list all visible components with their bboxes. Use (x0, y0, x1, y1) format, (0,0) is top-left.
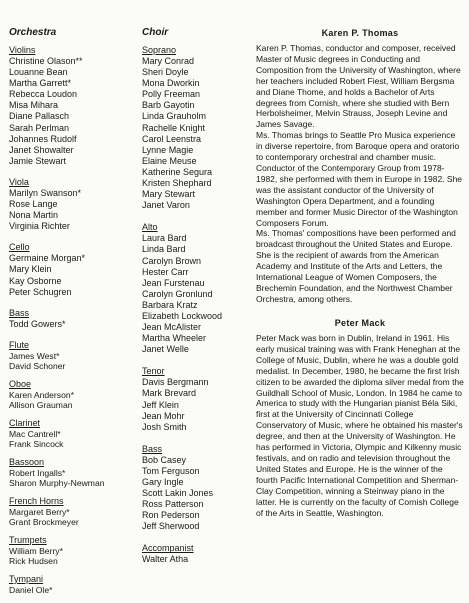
choir-section (142, 444, 250, 533)
member-name: William Berry* (9, 545, 63, 556)
section-title: Clarinet (9, 417, 41, 428)
member-name: Marilyn Swanson* (9, 187, 82, 198)
section-title: Violins (9, 45, 36, 55)
choir-section (142, 45, 250, 211)
member-name: Virginia Richter (9, 221, 70, 232)
member-name: Barbara Kratz (142, 299, 198, 310)
section-title: French Horns (9, 495, 64, 506)
member-name: Karen Anderson* (9, 389, 74, 400)
section-title: Viola (9, 176, 29, 187)
member-name: Misa Mihara (9, 100, 59, 111)
bio-paragraph: Peter Mack was born in Dublin, Ireland in 1961. His early musical training was with Frank Heneghan at the College of Music, Dublin, where he was a double gold medalist. In December, 1980, he became the first Irish citizen to be awarded the diploma silver medal from the Guildhall School of Music, London. In 1984 he came to America to study with the Hungarian pianist Béla Siki, first at the University of Cincinnati College Conservatory of Music, where he obtained his master's degree, and then at the University of Washington. He has performed in Victoria, Olympic and Kilkenny music festivals, and on radio and television throughout the United States and Europe. He is the winner of the fourth Pacific International Competition and Sherman-Clay Competition, winning a Steinway piano in the latter. He is currently on the faculty of Cornish College of the Arts in Seattle, Washington. (256, 333, 464, 518)
member-name: Sarah Perlman (9, 122, 70, 133)
orchestra-section (9, 574, 139, 595)
member-name: Rachelle Knight (142, 122, 206, 133)
orchestra-sections (9, 45, 139, 603)
bio-title-karen-thomas: Karen P. Thomas (321, 28, 399, 38)
member-name: Gary Ingle (142, 477, 184, 487)
member-name: Nona Martin (9, 210, 59, 221)
member-name: Kristen Shephard (142, 178, 212, 189)
member-name: Katherine Segura (142, 166, 213, 177)
member-name: James West* (9, 350, 60, 361)
member-name: Rose Lange (9, 199, 58, 210)
member-name: Mary Conrad (142, 56, 195, 66)
member-name: Ron Pederson (142, 510, 200, 521)
member-name: Walter Atha (142, 554, 189, 565)
member-name: David Schoner (9, 360, 66, 371)
section-title: Accompanist (142, 543, 194, 554)
section-title: Soprano (142, 45, 177, 55)
choir-section (142, 222, 250, 355)
member-name: Josh Smith (142, 421, 187, 432)
choir-heading: Choir (142, 27, 169, 38)
member-name: Christine Olason** (9, 56, 83, 66)
orchestra-section (9, 45, 139, 167)
member-name: Jeff Sherwood (142, 521, 200, 532)
member-name: Lynne Magie (142, 144, 194, 155)
choir-section (142, 366, 250, 432)
orchestra-section (9, 418, 139, 449)
choir-section (142, 543, 250, 565)
member-name: Mac Cantrell* (9, 428, 61, 439)
member-name: Bob Casey (142, 454, 187, 465)
member-name: Sharon Murphy-Newman (9, 477, 105, 488)
member-name: Rebecca Loudon (9, 89, 78, 100)
section-title: Tenor (142, 366, 165, 377)
member-name: Tom Ferguson (142, 465, 200, 476)
bio-text-peter-mack (256, 333, 464, 518)
section-title: Alto (142, 222, 158, 233)
section-title: Oboe (9, 378, 32, 389)
member-name: Jean Furstenau (142, 277, 205, 288)
member-name: Johannes Rudolf (9, 133, 77, 144)
member-name: Ross Patterson (142, 499, 204, 510)
member-name: Barb Gayotin (142, 100, 195, 111)
section-title: Bass (9, 307, 30, 318)
member-name: Davis Bergmann (142, 377, 209, 388)
section-title: Cello (9, 242, 30, 253)
orchestra-section (9, 177, 139, 232)
member-name: Elaine Meuse (142, 155, 197, 166)
member-name: Mona Dworkin (142, 78, 200, 89)
orchestra-section (9, 340, 139, 371)
bio-text-karen-thomas (256, 43, 464, 305)
orchestra-section (9, 379, 139, 410)
member-name: Louanne Bean (9, 67, 68, 78)
member-name: Janet Showalter (9, 144, 74, 155)
choir-sections (142, 45, 250, 577)
member-name: Jean Mohr (142, 410, 185, 421)
member-name: Carolyn Brown (142, 255, 202, 266)
member-name: Linda Grauholm (142, 111, 207, 122)
member-name: Frank Sincock (9, 438, 64, 449)
member-name: Mary Klein (9, 264, 52, 275)
section-title: Bass (142, 443, 163, 454)
section-title: Flute (9, 339, 30, 350)
member-name: Laura Bard (142, 233, 187, 244)
section-title: Bassoon (9, 456, 45, 467)
member-name: Jean McAlister (142, 322, 202, 333)
section-title: Tympani (9, 573, 44, 584)
member-name: Carol Leenstra (142, 133, 202, 144)
bio-paragraph: Ms. Thomas' compositions have been performed and broadcast throughout the United States and Europe. She is the recipient of awards from the American Academy and Institute of the Arts and Letters, the International League of Women Composers, the Brechemin Foundation, and the Northwest Chamber Orchestra, among others. (256, 228, 456, 304)
member-name: Sheri Doyle (142, 67, 189, 78)
member-name: Martha Wheeler (142, 333, 207, 344)
member-name: Linda Bard (142, 244, 186, 255)
member-name: Polly Freeman (142, 89, 201, 100)
member-name: Elizabeth Lockwood (142, 310, 223, 321)
member-name: Grant Brockmeyer (9, 516, 79, 527)
section-title: Trumpets (9, 534, 47, 545)
member-name: Janet Varon (142, 200, 190, 211)
member-name: Mark Brevard (142, 388, 197, 399)
orchestra-heading: Orchestra (9, 27, 57, 38)
orchestra-section (9, 496, 139, 527)
member-name: Allison Grauman (9, 399, 73, 410)
member-name: Daniel Ole* (9, 584, 53, 595)
member-name: Hester Carr (142, 266, 189, 277)
member-name: Diane Pallasch (9, 111, 70, 122)
member-name: Kay Osborne (9, 275, 62, 286)
orchestra-section (9, 535, 139, 566)
member-name: Germaine Morgan* (9, 253, 86, 264)
member-name: Martha Garrett* (9, 78, 72, 89)
member-name: Peter Schugren (9, 286, 72, 297)
member-name: Scott Lakin Jones (142, 488, 214, 499)
orchestra-section (9, 242, 139, 297)
orchestra-section (9, 457, 139, 488)
member-name: Janet Welle (142, 344, 189, 355)
bio-title-peter-mack: Peter Mack (334, 318, 386, 328)
bio-paragraph: Karen P. Thomas, conductor and composer, received Master of Music degrees in Conducting and Composition from the University of Washington, where her teachers included Robert Fiest, William Bergsma and Diane Thome, and holds a Bachelor of Arts degrees from Cornish, where she studied with Bern Herbolsheimer, Melvin Strauss, Joseph Levine and James Savage. (256, 43, 461, 130)
member-name: Jamie Stewart (9, 155, 67, 166)
bio-paragraph: Ms. Thomas brings to Seattle Pro Musica experience in diverse repertoire, from Baroque opera and oratorio to contemporary orchestral and chamber music. Conductor of the Contemporary Group from 1978-1982, she performed with them in Europe in 1982. She was the assistant conductor of the University of Washington Opera Department, and a founding member and former Music Director of the Washington Composers Forum. (256, 130, 463, 228)
member-name: Todd Gowers* (9, 318, 66, 329)
member-name: Carolyn Gronlund (142, 288, 213, 299)
member-name: Jeff Klein (142, 399, 179, 410)
member-name: Robert Ingalls* (9, 467, 66, 478)
member-name: Mary Stewart (142, 189, 196, 200)
member-name: Margaret Berry* (9, 506, 70, 517)
orchestra-section (9, 308, 139, 330)
member-name: Rick Hudsen (9, 555, 58, 566)
